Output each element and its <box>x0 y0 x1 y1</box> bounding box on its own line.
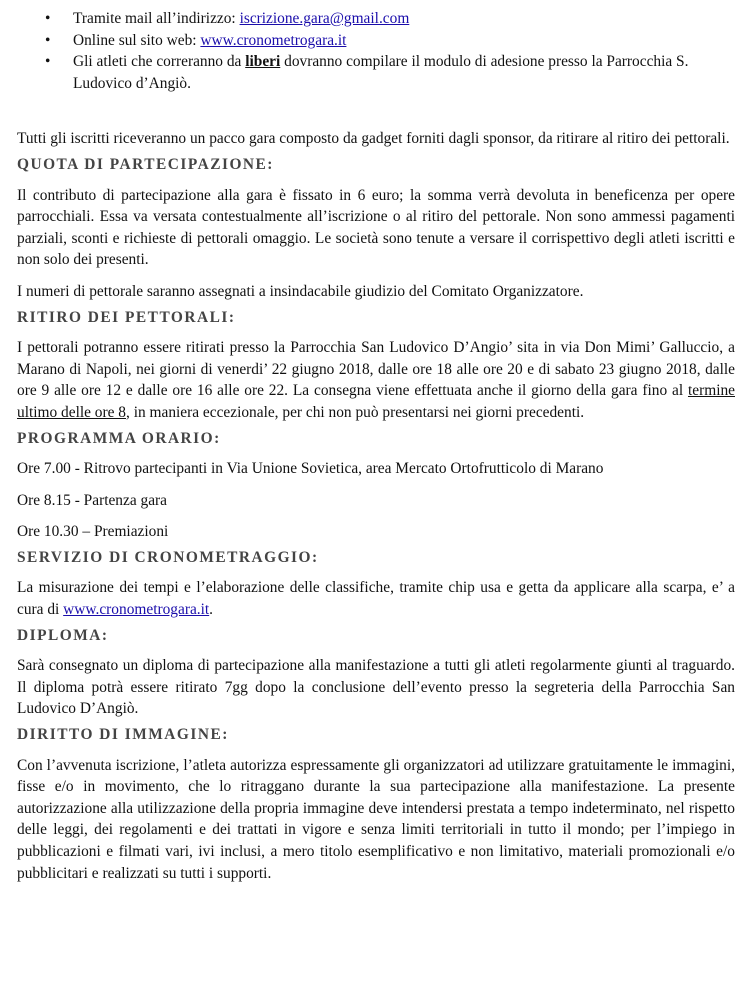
deadline-underlined: termine ultimo delle ore 8 <box>17 382 735 421</box>
timing-text: La misurazione dei tempi e l’elaborazione delle classifiche, tramite chip usa e getta da applicare alla scarpa, e’ a cura di <box>17 579 735 619</box>
timing-paragraph <box>17 577 735 620</box>
free-athletes-emphasis: liberi <box>245 53 281 71</box>
bullet-icon: • <box>45 31 51 49</box>
image-rights-paragraph: Con l’avvenuta iscrizione, l’atleta autorizza espressamente gli organizzatori ad utilizzare gratuitamente le immagini, fisse e/o in movimento, che lo ritraggano durante la sua partecipazione alla manifestazione. La presente autorizzazione alla utilizzazione della propria immagine deve intendersi prestata a tempo indeterminato, nel rispetto delle leggi, dei regolamenti e dei trattati in vigore e senza limiti territoriali in tutto il mondo; per l’impiego in pubblicazioni e filmati vari, ivi inclusi, a mero titolo esemplificativo e non limitativo, materiali promozionali e/o pubblicitari e realizzati su tutti i supporti. <box>17 756 735 882</box>
intro-paragraph: Tutti gli iscritti riceveranno un pacco gara composto da gadget forniti dagli sponsor, da ritirare al ritiro dei pettorali. <box>17 130 730 148</box>
schedule-item: Ore 8.15 - Partenza gara <box>17 491 167 509</box>
website-label: Online sul sito web: <box>73 31 201 49</box>
free-athletes-text-end: dovranno compilare il modulo di adesione presso la Parrocchia S. Ludovico d’Angiò. <box>73 53 689 92</box>
section-heading-programma: PROGRAMMA ORARIO: <box>17 429 221 447</box>
section-heading-ritiro: RITIRO DEI PETTORALI: <box>17 308 236 326</box>
timing-text-end: . <box>209 601 214 619</box>
registration-methods-list <box>17 8 735 94</box>
schedule-item: Ore 7.00 - Ritrovo partecipanti in Via Unione Sovietica, area Mercato Ortofrutticolo di Marano <box>17 460 604 478</box>
timing-website-link[interactable]: www.cronometrogara.it <box>63 601 210 619</box>
diploma-paragraph: Sarà consegnato un diploma di partecipazione alla manifestazione a tutti gli atleti regolarmente giunti al traguardo. Il diploma potrà essere ritirato 7gg dopo la conclusione dell’evento presso la segreteria della Parrocchia San Ludovico D’Angiò. <box>17 657 735 718</box>
website-link[interactable]: www.cronometrogara.it <box>200 31 347 49</box>
email-label: Tramite mail all’indirizzo: <box>73 10 240 27</box>
email-link[interactable]: iscrizione.gara@gmail.com <box>239 10 410 27</box>
section-heading-diritto: DIRITTO DI IMMAGINE: <box>17 726 229 744</box>
section-heading-diploma: DIPLOMA: <box>17 626 109 644</box>
list-item <box>17 51 735 94</box>
document-page <box>17 8 735 884</box>
free-athletes-text: Gli atleti che correranno da <box>73 53 246 71</box>
ritiro-text-end: , in maniera eccezionale, per chi non può presentarsi nei giorni precedenti. <box>126 403 585 421</box>
ritiro-text: I pettorali potranno essere ritirati presso la Parrocchia San Ludovico D’Angio’ sita in via Don Mimi’ Galluccio, a Marano di Napoli, nei giorni di venerdi’ 22 giugno 2018, dalle ore 18 alle ore 20 e di sabato 23 giugno 2018, dalle ore 9 alle ore 12 e dalle ore 16 alle ore 22. La consegna viene effettuata anche il giorno della gara fino al <box>17 339 735 400</box>
schedule-item: Ore 10.30 – Premiazioni <box>17 523 169 541</box>
list-item <box>17 30 735 52</box>
bib-numbers-paragraph: I numeri di pettorale saranno assegnati a insindacabile giudizio del Comitato Organizzatore. <box>17 282 584 300</box>
list-item <box>17 8 735 30</box>
ritiro-paragraph <box>17 337 735 423</box>
bullet-icon: • <box>45 10 51 27</box>
bullet-icon: • <box>45 53 51 71</box>
section-heading-quota: QUOTA DI PARTECIPAZIONE: <box>17 155 274 173</box>
quota-paragraph: Il contributo di partecipazione alla gara è fissato in 6 euro; la somma verrà devoluta in beneficenza per opere parrocchiali. Essa va versata contestualmente all’iscrizione o al ritiro del pettorale. Non sono ammessi pagamenti parziali, sconti e richieste di pettorali omaggio. Le società sono tenute a versare il corrispettivo degli atleti iscritti e non solo dei presenti. <box>17 186 735 269</box>
section-heading-servizio: SERVIZIO DI CRONOMETRAGGIO: <box>17 548 319 566</box>
